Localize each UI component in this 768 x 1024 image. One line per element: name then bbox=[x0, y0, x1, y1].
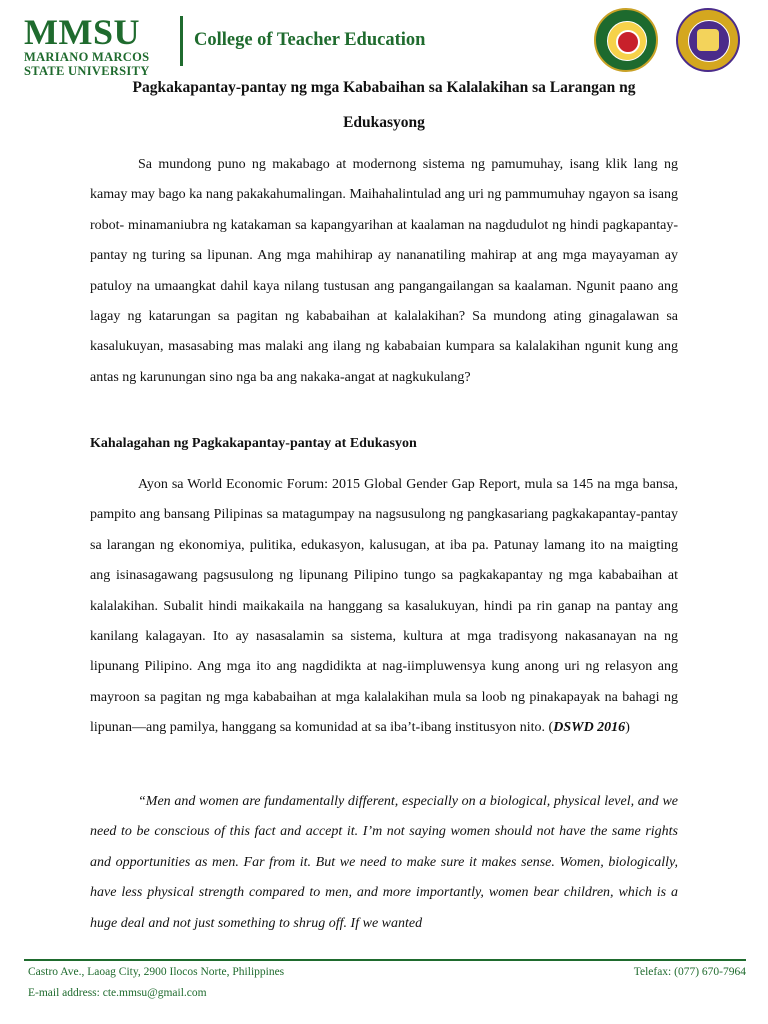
citation: DSWD 2016 bbox=[553, 720, 626, 736]
paragraph-body bbox=[90, 470, 678, 744]
logo-line-1: MARIANO MARCOS bbox=[24, 50, 150, 64]
footer-telefax: Telefax: (077) 670-7964 bbox=[633, 966, 746, 978]
document-title-line-1: Pagkakapantay-pantay ng mga Kababaihan sa Kalalakihan sa Larangan ng bbox=[132, 79, 636, 96]
document-title-line-2: Edukasyong bbox=[343, 114, 425, 131]
logo-wordmark: MMSU bbox=[24, 12, 140, 52]
block-quote: “Men and women are fundamentally different, especially on a biological, physical level, and we need to be conscious of this fact and accept it. I’m not saying women should not have the same rights and opportunities as men. Far from it. But we need to make sure it makes sense. Women, biologically, have less physical strength compared to men, and more importantly, women bear children, which is a huge deal and not just something to shrug off. If we wanted bbox=[90, 794, 678, 931]
letterhead bbox=[0, 0, 768, 78]
logo-divider bbox=[180, 16, 183, 66]
university-seal-icon bbox=[594, 8, 658, 72]
section-heading: Kahalagahan ng Pagkakapantay-pantay at Edukasyon bbox=[90, 436, 417, 451]
citation-close: ) bbox=[625, 720, 630, 736]
footer-email: E-mail address: cte.mmsu@gmail.com bbox=[28, 987, 207, 999]
mmsu-logo bbox=[24, 14, 150, 78]
paragraph-body-text: Ayon sa World Economic Forum: 2015 Global Gender Gap Report, mula sa 145 na mga bansa, pampito ang bansang Pilipinas sa matagumpay na nagsusulong ng pangkasariang pagkakapantay-pantay sa larangan ng ekonomiya, pulitika, edukasyon, kalusugan, at iba pa. Patunay lamang ito na maigting ang isinasagawang pagsusulong ng lipunang Pilipino tungo sa pagkakapantay ng mga kababaihan at kalalakihan. Subalit hindi maikakaila na hanggang sa kasalukuyan, hindi pa rin ganap na pantay ang kanilang kalagayan. Ito ay nasasalamin sa sistema, kultura at mga tradisyong nakasanayan na ng lipunang Pilipino. Ang mga ito ang nagdidikta at nag-iimpluwensya kung anong uri ng relasyon ang mayroon sa pagitan ng mga kababaihan at mga kalalakihan mula sa loob ng pinakapayak na bahagi ng lipunan—ang pamilya, hanggang sa komunidad at sa iba’t-ibang institusyon nito. ( bbox=[90, 477, 678, 736]
college-seal-icon bbox=[676, 8, 740, 72]
logo-line-2: STATE UNIVERSITY bbox=[24, 64, 150, 79]
footer-address: Castro Ave., Laoag City, 2900 Ilocos Norte, Philippines bbox=[28, 966, 285, 978]
college-name: College of Teacher Education bbox=[194, 30, 426, 50]
paragraph-intro: Sa mundong puno ng makabago at modernong sistema ng pamumuhay, isang klik lang ng kamay may bago ka nang pakakahumalingan. Maihahalintulad ang uri ng pammumuhay ngayon sa isang robot- minamaniubra ng katakaman sa kapangyarihan at kaalaman na nagdudulot ng hindi pagkapantay-pantay ng turing sa lipunan. Ang mga mahihirap ay nananatiling mahirap at ang mga mayayaman ay patuloy na umaangkat dahil kaya nilang tustusan ang pangangailangan sa kaalaman. Ngunit paano ang lagay ng katarungan sa pagitan ng kababaihan at kalalakihan? Sa mundong ating ginagalawan sa kasalukuyan, masasabing mas malaki ang ilang ng kababaian kumpara sa kalalakihan ngunit kung ang antas ng karunungan sino nga ba ang nakaka-angat at nagkukulang? bbox=[90, 157, 678, 385]
footer-rule bbox=[24, 959, 746, 961]
